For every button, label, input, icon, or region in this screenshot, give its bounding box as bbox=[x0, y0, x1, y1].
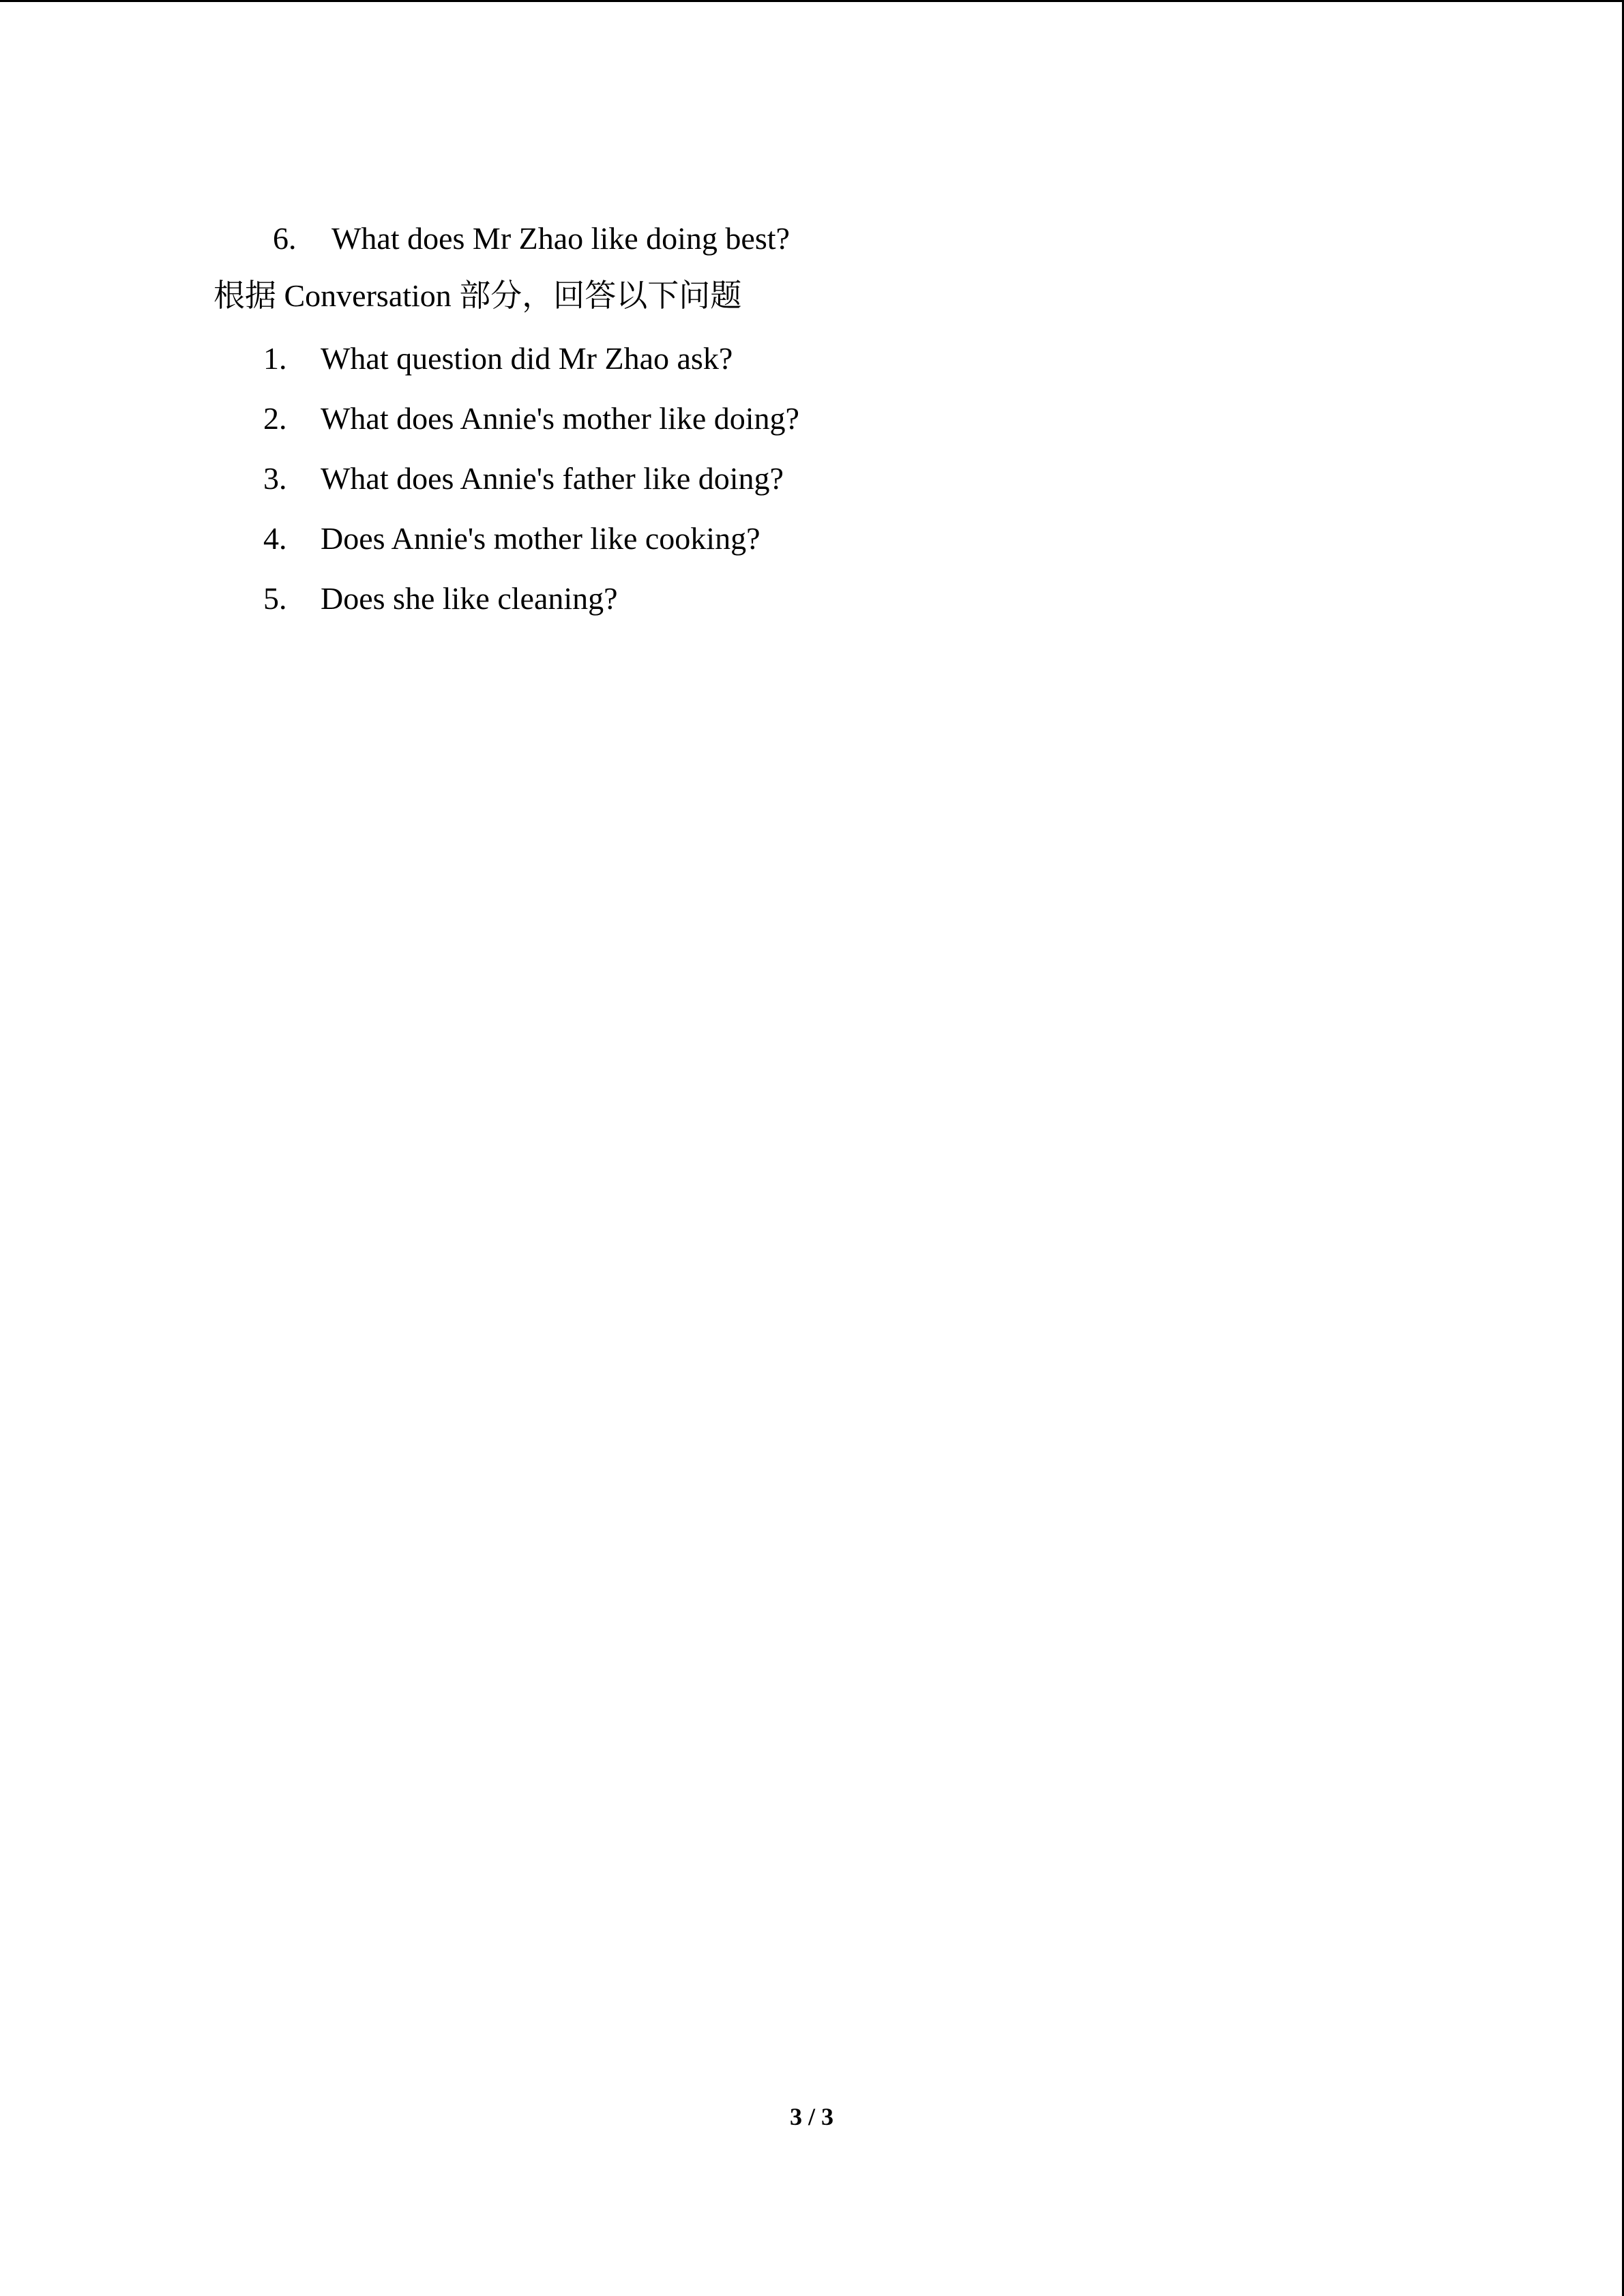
list-item bbox=[263, 458, 784, 499]
list-item-number: 6. bbox=[273, 221, 297, 256]
list-item bbox=[273, 218, 790, 259]
list-item-text: What does Annie's father like doing? bbox=[321, 461, 784, 496]
list-item-text: What does Mr Zhao like doing best? bbox=[331, 221, 790, 256]
list-item-text: What does Annie's mother like doing? bbox=[321, 401, 799, 436]
list-item-number: 2. bbox=[263, 401, 287, 436]
list-item bbox=[263, 518, 761, 559]
list-item bbox=[263, 578, 618, 619]
list-item-number: 4. bbox=[263, 521, 287, 556]
list-item-text: Does she like cleaning? bbox=[321, 581, 618, 616]
list-item-number: 3. bbox=[263, 461, 287, 496]
section-heading: 根据 Conversation 部分，回答以下问题 bbox=[213, 278, 742, 313]
list-item bbox=[263, 338, 733, 379]
list-item-number: 5. bbox=[263, 581, 287, 616]
list-item-number: 1. bbox=[263, 341, 287, 376]
list-item bbox=[263, 398, 799, 439]
page-number-text: 3 / 3 bbox=[789, 2103, 834, 2130]
list-item-text: What question did Mr Zhao ask? bbox=[321, 341, 733, 376]
list-item-text: Does Annie's mother like cooking? bbox=[321, 521, 761, 556]
page-border-top bbox=[0, 0, 1624, 2]
